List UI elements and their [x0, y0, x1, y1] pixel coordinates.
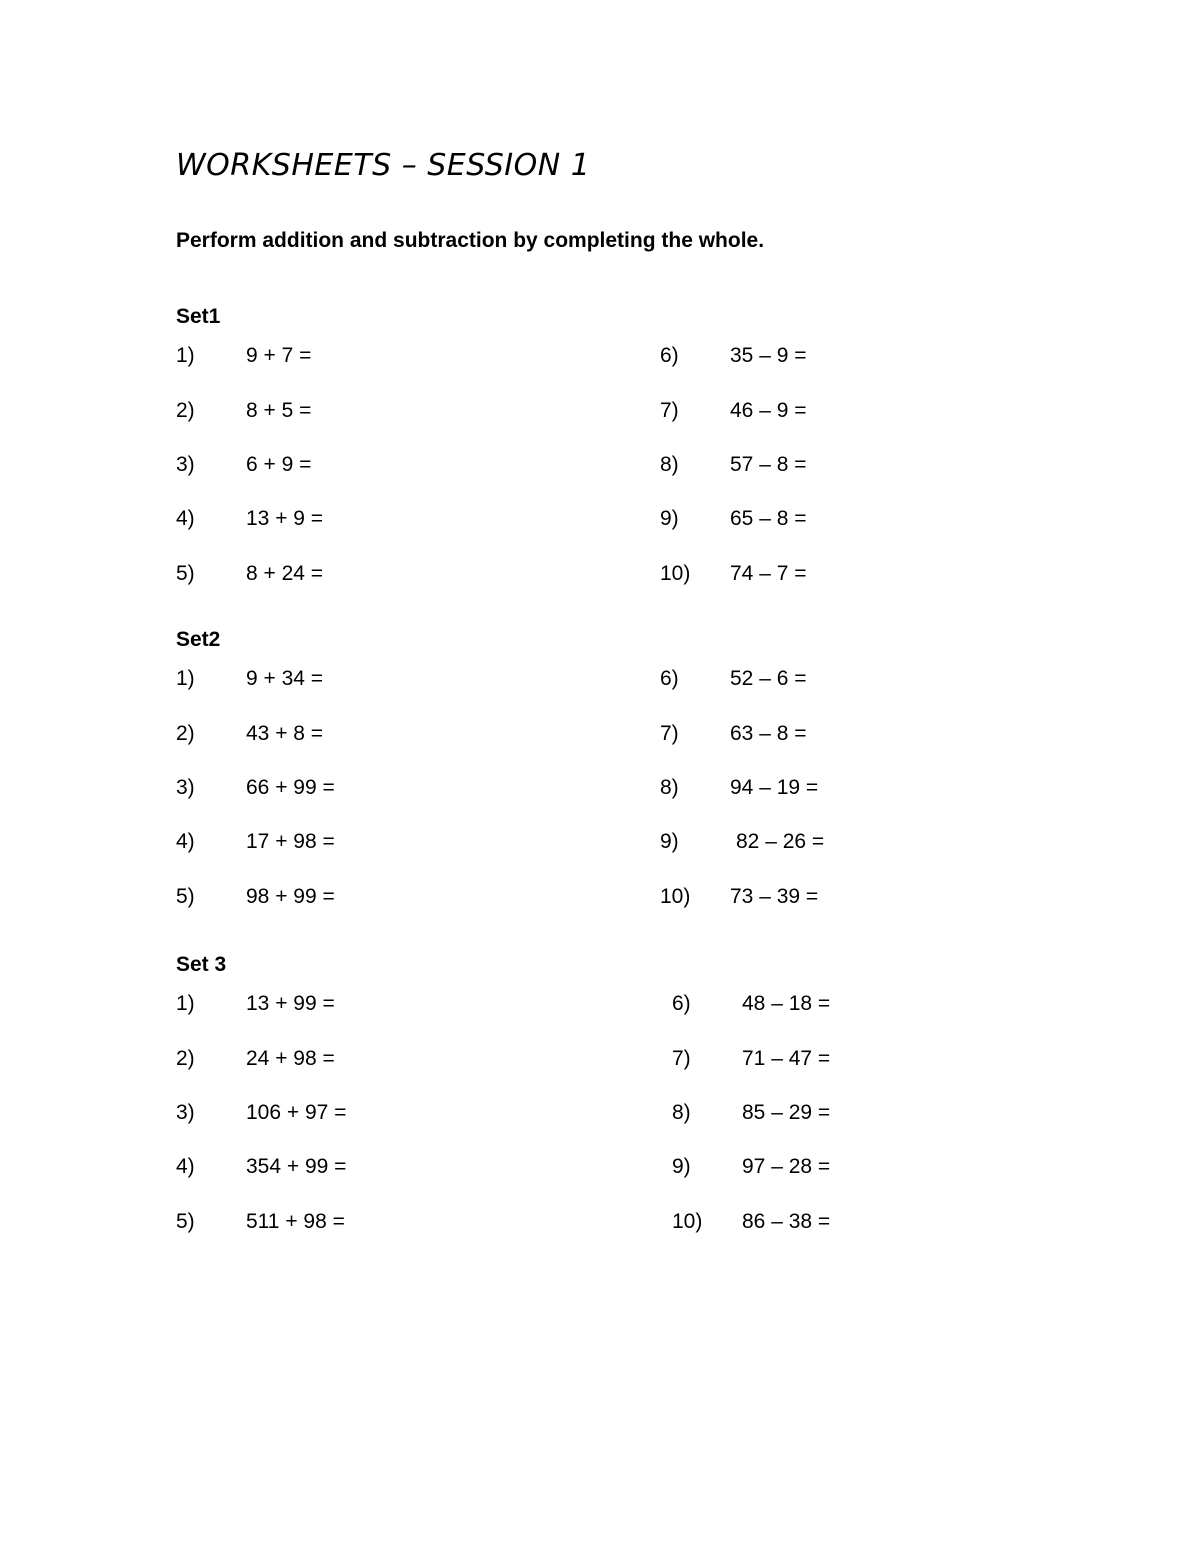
- problem-number: 4): [176, 507, 195, 530]
- problem-number: 2): [176, 722, 195, 745]
- problem-number: 1): [176, 992, 195, 1015]
- problem-expression: 46 – 9 =: [730, 399, 807, 422]
- set-heading: Set1: [176, 305, 221, 328]
- problem-expression: 8 + 24 =: [246, 562, 324, 585]
- problem-number: 9): [660, 830, 679, 853]
- set-heading: Set2: [176, 628, 221, 651]
- problem-expression: 13 + 99 =: [246, 992, 335, 1015]
- problem-expression: 71 – 47 =: [742, 1047, 831, 1070]
- problem-expression: 17 + 98 =: [246, 830, 335, 853]
- problem-number: 4): [176, 830, 195, 853]
- problem-expression: 86 – 38 =: [742, 1210, 831, 1233]
- problem-expression: 73 – 39 =: [730, 885, 819, 908]
- problem-expression: 85 – 29 =: [742, 1101, 831, 1124]
- problem-number: 3): [176, 453, 195, 476]
- problem-number: 1): [176, 667, 195, 690]
- problem-expression: 48 – 18 =: [742, 992, 831, 1015]
- problem-number: 6): [672, 992, 691, 1015]
- problem-number: 9): [660, 507, 679, 530]
- problem-number: 6): [660, 667, 679, 690]
- problem-expression: 106 + 97 =: [246, 1101, 347, 1124]
- problem-expression: 8 + 5 =: [246, 399, 312, 422]
- problem-expression: 57 – 8 =: [730, 453, 807, 476]
- problem-number: 3): [176, 776, 195, 799]
- problem-expression: 6 + 9 =: [246, 453, 312, 476]
- problem-expression: 97 – 28 =: [742, 1155, 831, 1178]
- problem-number: 8): [672, 1101, 691, 1124]
- problem-expression: 24 + 98 =: [246, 1047, 335, 1070]
- problem-number: 10): [660, 885, 691, 908]
- problem-number: 2): [176, 1047, 195, 1070]
- problem-expression: 94 – 19 =: [730, 776, 819, 799]
- problem-number: 6): [660, 344, 679, 367]
- problem-expression: 65 – 8 =: [730, 507, 807, 530]
- problem-number: 7): [672, 1047, 691, 1070]
- problem-number: 7): [660, 722, 679, 745]
- problem-expression: 63 – 8 =: [730, 722, 807, 745]
- set-heading: Set 3: [176, 953, 227, 976]
- problem-expression: 52 – 6 =: [730, 667, 807, 690]
- problem-expression: 35 – 9 =: [730, 344, 807, 367]
- problem-expression: 82 – 26 =: [736, 830, 825, 853]
- problem-number: 3): [176, 1101, 195, 1124]
- problem-number: 8): [660, 776, 679, 799]
- problem-expression: 74 – 7 =: [730, 562, 807, 585]
- problem-expression: 9 + 7 =: [246, 344, 312, 367]
- problem-number: 5): [176, 562, 195, 585]
- problem-number: 10): [672, 1210, 703, 1233]
- problem-number: 5): [176, 885, 195, 908]
- problem-number: 7): [660, 399, 679, 422]
- problem-number: 8): [660, 453, 679, 476]
- problem-expression: 43 + 8 =: [246, 722, 324, 745]
- problem-expression: 9 + 34 =: [246, 667, 324, 690]
- problem-expression: 98 + 99 =: [246, 885, 335, 908]
- problem-number: 2): [176, 399, 195, 422]
- problem-number: 9): [672, 1155, 691, 1178]
- problem-expression: 354 + 99 =: [246, 1155, 347, 1178]
- problem-number: 1): [176, 344, 195, 367]
- problem-number: 4): [176, 1155, 195, 1178]
- problem-expression: 13 + 9 =: [246, 507, 324, 530]
- instruction-text: Perform addition and subtraction by completing the whole.: [176, 229, 765, 252]
- problem-expression: 511 + 98 =: [246, 1210, 345, 1233]
- problem-number: 10): [660, 562, 691, 585]
- problem-expression: 66 + 99 =: [246, 776, 335, 799]
- page-title: WORKSHEETS – SESSION 1: [176, 148, 591, 183]
- problem-number: 5): [176, 1210, 195, 1233]
